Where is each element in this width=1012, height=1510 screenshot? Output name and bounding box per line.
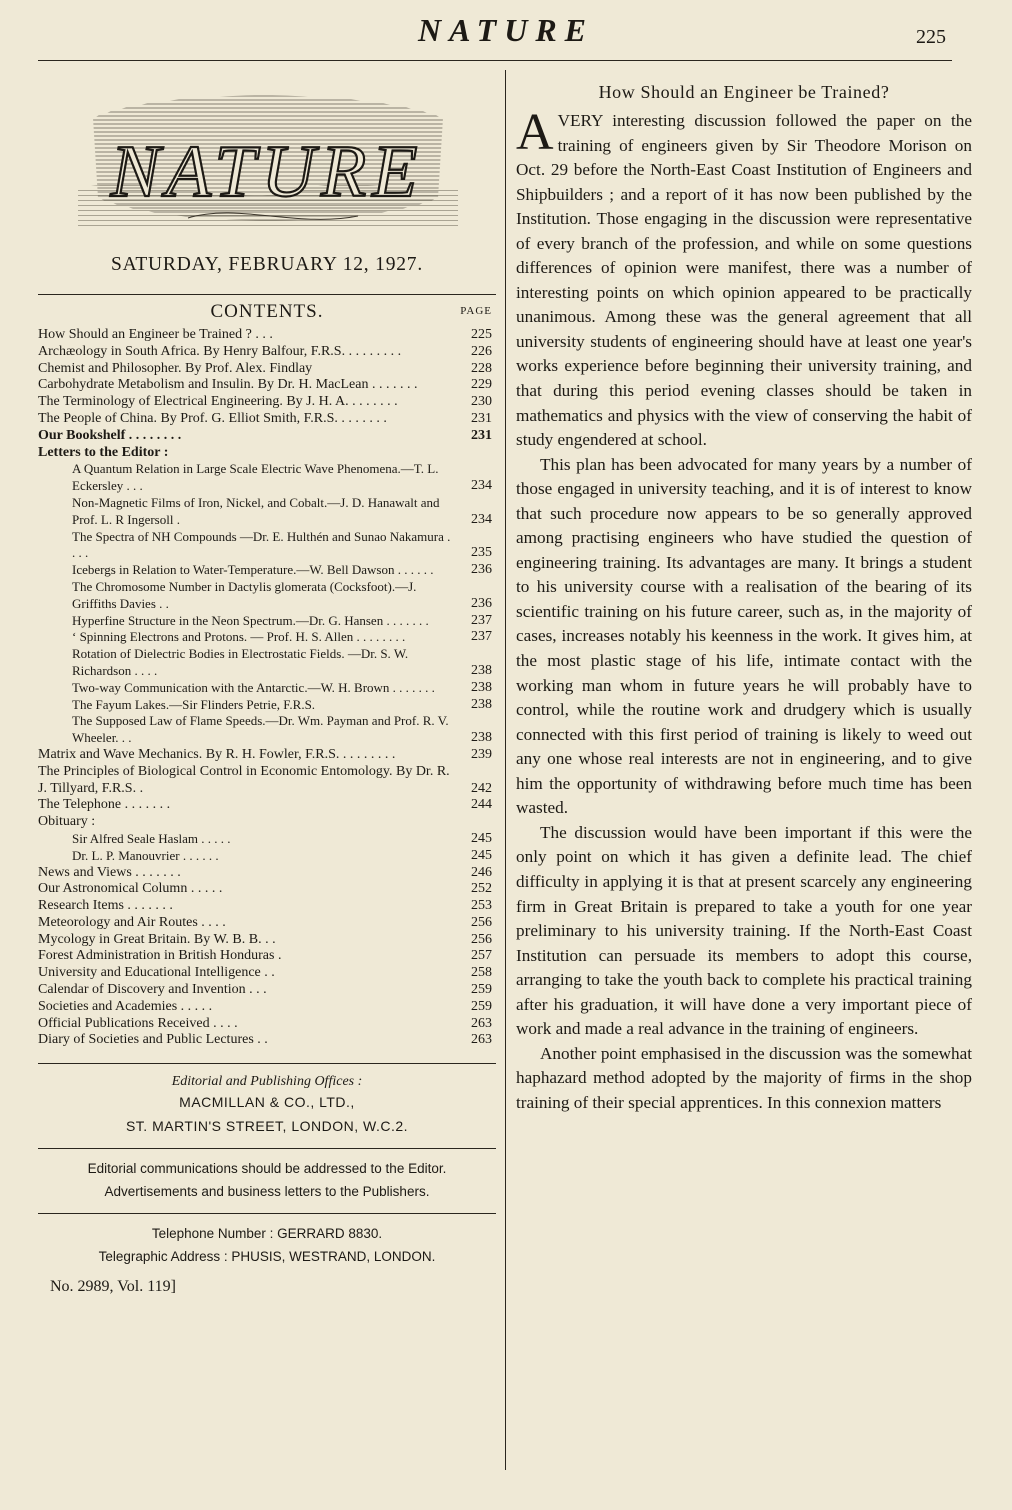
toc-entry-title: Icebergs in Relation to Water-Temperature.—W. Bell Dawson . . . . . . xyxy=(72,562,434,578)
toc-entry[interactable] xyxy=(38,697,496,714)
toc-entry-title: Calendar of Discovery and Invention . . . xyxy=(38,982,267,998)
toc-entry-page: 234 xyxy=(471,478,492,494)
article-paragraph-text: VERY interesting discussion followed the paper on the training of engineers given by Sir Theodore Morison on Oct. 29 before the North-East Coast Institution of Engineers and Shipbuilders ; and a report of it has now been published by the Institution. Those engaging in the discussion were representative of every branch of the profession, and while on some questions differences of opinion were manifest, there was a number of interesting points on which opinion appeared to be practically unanimous. Among these was the general agreement that all university students of engineering should have at least one year's works experience before beginning their university training, and that during this period evening classes should be taken in mathematics and physics with the view of conserving the habit of study engendered at school. xyxy=(516,111,972,450)
toc-entry-title: Obituary : xyxy=(38,814,96,830)
toc-entry-page: 238 xyxy=(471,679,492,695)
correspondence-notes xyxy=(38,1148,496,1203)
toc-entry-title: Matrix and Wave Mechanics. By R. H. Fowler, F.R.S. . . . . . . . . xyxy=(38,746,396,762)
toc-section-heading xyxy=(38,814,496,831)
toc-entry-title: Two-way Communication with the Antarctic.—W. H. Brown . . . . . . . xyxy=(72,679,435,695)
article-title: How Should an Engineer be Trained? xyxy=(598,82,890,102)
article-paragraph: This plan has been advocated for many years by a number of those engaged in university teaching, and it is of interest to know that such procedure now appears to be so generally approved among practising engineers who have studied the question of engineering training. Its advantages are many. It brings a student to his university course with a realisation of the bearing of its scientific training on his future career, such as, in the majority of cases, increases notably his keenness in the work. It gives him, at the most plastic stage of his life, intimate contact with the working man whom in future years he will probably have to control, while the routine work and drudgery which is usually connected with this first period of training is likely to weed out any one whose real interests are not in engineering, and to give him the opportunity of withdrawing before much time has been wasted. xyxy=(516,454,972,818)
toc-entry-title: Hyperfine Structure in the Neon Spectrum.—Dr. G. Hansen . . . . . . . xyxy=(72,612,429,628)
editor-note: Editorial communications should be addressed to the Editor. xyxy=(87,1161,447,1177)
left-column xyxy=(38,78,496,1296)
toc-entry[interactable] xyxy=(38,915,496,932)
toc-entry-page: 228 xyxy=(471,360,492,376)
toc-section-heading xyxy=(38,445,496,462)
toc-entry-page: 246 xyxy=(471,864,492,880)
toc-entry-page: 252 xyxy=(471,881,492,897)
toc-entry-page: 237 xyxy=(471,629,492,645)
toc-entry-title: University and Educational Intelligence . . xyxy=(38,965,275,981)
toc-entry[interactable] xyxy=(38,646,496,680)
toc-entry-page: 231 xyxy=(471,427,492,443)
toc-entry-title: Chemist and Philosopher. By Prof. Alex. Findlay xyxy=(38,360,313,376)
article-paragraph xyxy=(516,104,972,453)
issue-number: No. 2989, Vol. 119] xyxy=(50,1278,176,1296)
toc-entry[interactable] xyxy=(38,932,496,949)
toc-entry-page: 244 xyxy=(471,797,492,813)
toc-entry-page: 258 xyxy=(471,965,492,981)
offices-label: Editorial and Publishing Offices : xyxy=(171,1074,363,1090)
toc-entry[interactable] xyxy=(38,965,496,982)
toc-entry-page: 245 xyxy=(471,830,492,846)
masthead-text: NATURE xyxy=(110,131,424,213)
toc-entry-title: Our Astronomical Column . . . . . xyxy=(38,881,223,897)
toc-entry-page: 238 xyxy=(471,696,492,712)
article-paragraph: The discussion would have been important if this were the only point on which it has given a definite lead. The chief difficulty in applying it is that at present scarcely any engineering firm in Great Britain is prepared to take a youth for one year preliminary to his university training. If the North-East Coast Institution can persuade its members to adopt this course, arranging to take the youth back to complete his practical training after his graduation, it will have done a very important piece of work and made a real advance in the training of engineers. xyxy=(516,822,972,1039)
journal-title: NATURE xyxy=(417,12,595,48)
toc-entry-page: 236 xyxy=(471,562,492,578)
page-header xyxy=(0,0,1012,60)
toc-entry[interactable] xyxy=(38,529,496,563)
toc-entry-title: Official Publications Received . . . . xyxy=(38,1015,238,1031)
publisher-address: ST. MARTIN'S STREET, LONDON, W.C.2. xyxy=(125,1118,409,1135)
telegraphic-address: Telegraphic Address : PHUSIS, WESTRAND, LONDON. xyxy=(98,1249,436,1265)
toc-entry-title: Mycology in Great Britain. By W. B. B. . . xyxy=(38,931,276,947)
toc-entry-page: 263 xyxy=(471,1015,492,1031)
contact-details xyxy=(38,1213,496,1268)
toc-entry-title: Forest Administration in British Honduras . xyxy=(38,948,282,964)
publishing-offices xyxy=(38,1063,496,1268)
toc-entry[interactable] xyxy=(38,982,496,999)
toc-entry[interactable] xyxy=(38,999,496,1016)
toc-entry-title: Letters to the Editor : xyxy=(38,444,169,460)
toc-entry-title: Societies and Academies . . . . . xyxy=(38,998,213,1014)
toc-entry[interactable] xyxy=(38,747,496,764)
toc-entry-title: Our Bookshelf . . . . . . . . xyxy=(38,427,182,443)
toc-entry[interactable] xyxy=(38,411,496,428)
toc-entry[interactable] xyxy=(38,377,496,394)
toc-entry-page: 238 xyxy=(471,662,492,678)
toc-entry-page: 230 xyxy=(471,394,492,410)
toc-entry-title: Research Items . . . . . . . xyxy=(38,898,173,914)
toc-entry[interactable] xyxy=(38,461,496,495)
contents-page-label: PAGE xyxy=(460,305,492,317)
toc-entry[interactable] xyxy=(38,1016,496,1033)
toc-entry-title: Meteorology and Air Routes . . . . xyxy=(38,914,226,930)
toc-entry[interactable] xyxy=(38,344,496,361)
toc-entry[interactable] xyxy=(38,831,496,848)
toc-entry-page: 229 xyxy=(471,377,492,393)
toc-entry[interactable] xyxy=(38,865,496,882)
publisher-note: Advertisements and business letters to the Publishers. xyxy=(104,1184,430,1200)
toc-entry[interactable] xyxy=(38,562,496,579)
toc-entry-title: Dr. L. P. Manouvrier . . . . . . xyxy=(72,847,219,863)
toc-entry-title: The Supposed Law of Flame Speeds.—Dr. Wm. Payman and Prof. R. V. Wheeler. . . xyxy=(72,713,449,746)
toc-entry-title: The Principles of Biological Control in Economic Entomology. By Dr. R. J. Tillyard, F.R.S. . xyxy=(38,763,450,796)
toc-entry[interactable] xyxy=(38,881,496,898)
toc-entry-title: How Should an Engineer be Trained ? . . . xyxy=(38,327,273,342)
toc-entry-title: The People of China. By Prof. G. Elliot Smith, F.R.S. . . . . . . . xyxy=(38,410,387,426)
toc-entry-page: 257 xyxy=(471,948,492,964)
toc-entry-page: 237 xyxy=(471,612,492,628)
toc-entry[interactable] xyxy=(38,613,496,630)
toc-entry[interactable] xyxy=(38,680,496,697)
toc-entry[interactable] xyxy=(38,394,496,411)
toc-entry[interactable] xyxy=(38,579,496,613)
toc-entry-page: 253 xyxy=(471,898,492,914)
table-of-contents xyxy=(38,327,496,1049)
toc-entry-title: The Telephone . . . . . . . xyxy=(38,797,171,813)
column-rule xyxy=(505,70,506,1470)
page-number: 225 xyxy=(916,26,946,48)
toc-entry-page: 225 xyxy=(471,327,492,342)
drop-cap: A xyxy=(516,104,554,161)
masthead-logo xyxy=(38,78,496,248)
toc-entry[interactable] xyxy=(38,713,496,747)
toc-entry-page: 226 xyxy=(471,343,492,359)
toc-entry-page: 236 xyxy=(471,595,492,611)
masthead-engraving xyxy=(38,78,496,248)
publisher-name: MACMILLAN & CO., LTD., xyxy=(179,1094,355,1111)
toc-entry-page: 263 xyxy=(471,1032,492,1048)
toc-entry[interactable] xyxy=(38,848,496,865)
toc-entry-page: 245 xyxy=(471,847,492,863)
toc-entry-page: 242 xyxy=(471,780,492,796)
toc-entry[interactable] xyxy=(38,1032,496,1049)
toc-entry-page: 239 xyxy=(471,746,492,762)
toc-entry-title: Archæology in South Africa. By Henry Balfour, F.R.S. . . . . . . . . xyxy=(38,343,402,359)
telephone-number: Telephone Number : GERRARD 8830. xyxy=(151,1226,383,1242)
toc-entry-page: 256 xyxy=(471,914,492,930)
toc-entry-title: Diary of Societies and Public Lectures . . xyxy=(38,1032,268,1048)
toc-entry-title: Carbohydrate Metabolism and Insulin. By Dr. H. MacLean . . . . . . . xyxy=(38,377,418,393)
toc-entry[interactable] xyxy=(38,428,496,445)
toc-entry-title: Non-Magnetic Films of Iron, Nickel, and Cobalt.—J. D. Hanawalt and Prof. L. R Ingersoll . xyxy=(72,494,440,527)
toc-entry[interactable] xyxy=(38,764,496,798)
toc-entry-title: Sir Alfred Seale Haslam . . . . . xyxy=(72,830,231,846)
article xyxy=(516,82,972,1115)
toc-entry-page: 235 xyxy=(471,545,492,561)
issue-date: SATURDAY, FEBRUARY 12, 1927. xyxy=(110,254,424,275)
toc-entry-page: 231 xyxy=(471,410,492,426)
toc-entry-title: The Chromosome Number in Dactylis glomerata (Cocksfoot).—J. Griffiths Davies . . xyxy=(72,578,417,611)
toc-entry-title: ‘ Spinning Electrons and Protons. — Prof. H. S. Allen . . . . . . . . xyxy=(72,629,406,645)
toc-entry-title: News and Views . . . . . . . xyxy=(38,864,181,880)
toc-entry[interactable] xyxy=(38,898,496,915)
toc-entry-title: The Spectra of NH Compounds —Dr. E. Hulthén and Sunao Nakamura . . . . xyxy=(72,528,451,561)
toc-entry-title: A Quantum Relation in Large Scale Electric Wave Phenomena.—T. L. Eckersley . . . xyxy=(72,461,439,494)
toc-entry-title: Rotation of Dielectric Bodies in Electrostatic Fields. —Dr. S. W. Richardson . . . . xyxy=(72,646,409,678)
contents-header xyxy=(38,294,496,327)
toc-entry[interactable] xyxy=(38,948,496,965)
toc-entry[interactable] xyxy=(38,361,496,378)
toc-entry-page: 256 xyxy=(471,931,492,947)
toc-entry[interactable] xyxy=(38,629,496,646)
toc-entry[interactable] xyxy=(38,797,496,814)
toc-entry-page: 238 xyxy=(471,730,492,746)
contents-title: CONTENTS. xyxy=(210,301,324,322)
toc-entry-title: The Fayum Lakes.—Sir Flinders Petrie, F.R.S. xyxy=(72,696,316,712)
toc-entry-page: 234 xyxy=(471,511,492,527)
toc-entry-page: 259 xyxy=(471,998,492,1014)
article-paragraph: Another point emphasised in the discussion was the somewhat haphazard method adopted by the majority of firms in the shop training of their special apprentices. In this connexion matters xyxy=(516,1043,972,1112)
toc-entry-title: The Terminology of Electrical Engineering. By J. H. A. . . . . . . . xyxy=(38,394,398,410)
header-rule xyxy=(38,60,952,61)
toc-entry-page: 259 xyxy=(471,982,492,998)
toc-entry[interactable] xyxy=(38,495,496,529)
toc-entry[interactable] xyxy=(38,327,496,344)
